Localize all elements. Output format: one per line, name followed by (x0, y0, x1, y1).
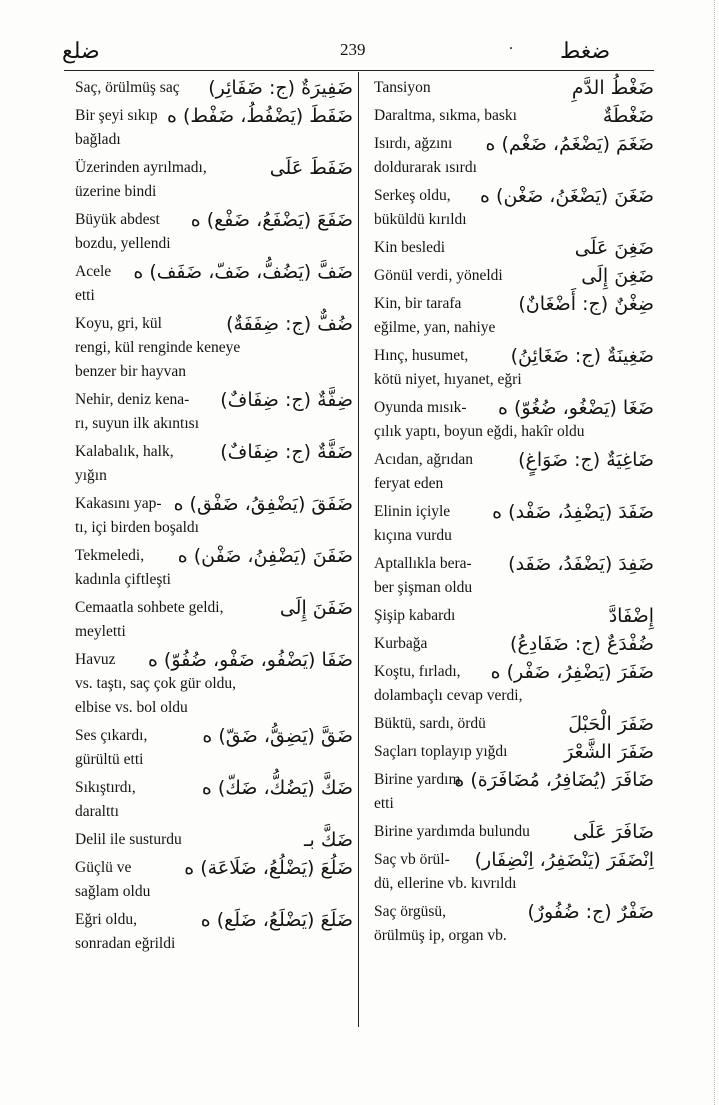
dictionary-entry (374, 76, 654, 100)
turkish-definition-line: Tekmeledi, (75, 547, 145, 564)
arabic-headword: ضَلَعَ (يَضْلَعُ، ضَلَع) ه (200, 909, 353, 931)
dictionary-entry (374, 236, 654, 260)
dictionary-entry (374, 660, 654, 708)
arabic-headword: ضَفَدَ (يَضْفِدُ، ضَفْد) ه (492, 501, 654, 523)
turkish-definition-line: dolambaçlı cevap verdi, (374, 687, 523, 704)
column-divider (358, 72, 359, 1027)
dictionary-entry (75, 724, 353, 772)
turkish-definition-line: Kalabalık, halk, (75, 443, 174, 460)
arabic-headword: ضَافَرَ عَلَى (573, 821, 654, 843)
arabic-headword: ضِفَّةٌ (ج: ضِفَافٌ) (220, 389, 353, 411)
turkish-definition-line: üzerine bindi (75, 183, 157, 200)
dictionary-entry (75, 856, 353, 904)
dictionary-entry (374, 820, 654, 844)
header-right-guide-letters: ضغط (560, 38, 611, 63)
arabic-headword: ضَغَنَ (يَضْغَنُ، ضَغْن) ه (480, 185, 654, 207)
arabic-headword: ضَفَا (يَضْفُو، ضَفْو، ضُفُوّ) ه (147, 649, 353, 671)
turkish-definition-line: Delil ile susturdu (75, 831, 182, 848)
arabic-headword: إِضْفَادَّ (608, 605, 654, 627)
dictionary-entry (374, 104, 654, 128)
turkish-definition-line: Kurbağa (374, 635, 428, 652)
dictionary-entry (374, 552, 654, 600)
turkish-definition-line: Acıdan, ağrıdan (374, 451, 473, 468)
turkish-definition-line: Serkeş oldu, (374, 187, 451, 204)
turkish-definition-line: doldurarak ısırdı (374, 159, 477, 176)
dictionary-entry (374, 900, 654, 948)
arabic-headword: ضَغِنَ إِلَى (581, 265, 654, 287)
header-rule (64, 70, 654, 71)
turkish-definition-line: Gönül verdi, yöneldi (374, 267, 503, 284)
arabic-headword: ضَلُعَ (يَضْلُعُ، ضَلَاعَة) ه (184, 857, 353, 879)
dictionary-entry (75, 544, 353, 592)
dictionary-entry (374, 500, 654, 548)
dictionary-entry (374, 184, 654, 232)
arabic-headword: ضِغْنٌ (ج: أَضْغَانٌ) (518, 293, 654, 315)
turkish-definition-line: eğilme, yan, nahiye (374, 319, 496, 336)
margin-scan-edge (704, 0, 715, 1105)
turkish-definition-line: etti (75, 287, 95, 304)
dictionary-entry (374, 632, 654, 656)
turkish-definition-line: yığın (75, 467, 107, 484)
dictionary-entry (374, 132, 654, 180)
arabic-headword: ضَاغِيَةٌ (ج: ضَوَاغٍ) (518, 449, 654, 471)
dictionary-entry (374, 448, 654, 496)
dictionary-entry (75, 104, 353, 152)
turkish-definition-line: Ses çıkardı, (75, 727, 148, 744)
turkish-definition-line: Saçları toplayıp yığdı (374, 743, 508, 760)
arabic-headword: ضَفَنَ إِلَى (279, 597, 353, 619)
dictionary-entry (75, 388, 353, 436)
turkish-definition-line: Hınç, husumet, (374, 347, 469, 364)
dictionary-entry (75, 596, 353, 644)
dictionary-entry (374, 768, 654, 816)
dictionary-entry (374, 292, 654, 340)
arabic-headword: ضَغَا (يَضْغُو، ضُغُوّ) ه (498, 397, 654, 419)
arabic-headword: ضَقَّ (يَضِقُّ، ضَقّ) ه (202, 725, 353, 747)
dictionary-entry (374, 712, 654, 736)
dictionary-entry (75, 492, 353, 540)
turkish-definition-line: benzer bir hayvan (75, 363, 187, 380)
arabic-headword: ضَفَطَ عَلَى (269, 157, 353, 179)
turkish-definition-line: Üzerinden ayrılmadı, (75, 159, 207, 176)
dictionary-entry (75, 440, 353, 488)
turkish-definition-line: sağlam oldu (75, 883, 151, 900)
right-column (374, 76, 654, 952)
arabic-headword: ضَفَقَ (يَضْفِقُ، ضَفْق) ه (173, 493, 353, 515)
turkish-definition-line: daralttı (75, 803, 119, 820)
header-left-guide-letters: ضلع (62, 38, 100, 63)
dictionary-entry (75, 648, 353, 720)
turkish-definition-line: tı, içi birden boşaldı (75, 519, 199, 536)
turkish-definition-line: Elinin içiyle (374, 503, 451, 520)
turkish-definition-line: gürültü etti (75, 751, 144, 768)
turkish-definition-line: ber şişman oldu (374, 579, 473, 596)
turkish-definition-line: etti (374, 795, 394, 812)
turkish-definition-line: Saç vb örül- (374, 851, 450, 868)
arabic-headword: اِنْضَفَرَ (يَنْضَفِرُ، اِنْضِفَار) (474, 849, 654, 871)
arabic-headword: ضَفَرَ الْحَبْلَ (568, 713, 654, 735)
turkish-definition-line: vs. taştı, saç çok gür oldu, (75, 675, 237, 692)
dictionary-entry (75, 908, 353, 956)
turkish-definition-line: Güçlü ve (75, 859, 132, 876)
turkish-definition-line: bozdu, yellendi (75, 235, 171, 252)
turkish-definition-line: Birine yardım (374, 771, 461, 788)
turkish-definition-line: çılık yaptı, boyun eğdi, hakîr oldu (374, 423, 585, 440)
turkish-definition-line: Oyunda mısık- (374, 399, 467, 416)
dictionary-entry (374, 344, 654, 392)
turkish-definition-line: dü, ellerine vb. kıvrıldı (374, 875, 517, 892)
arabic-headword: ضَفِيرَةٌ (ج: ضَفَائِر) (208, 77, 353, 99)
turkish-definition-line: Isırdı, ağzını (374, 135, 453, 152)
arabic-headword: ضَغَمَ (يَضْغَمُ، ضَغْم) ه (485, 133, 654, 155)
turkish-definition-line: Büktü, sardı, ördü (374, 715, 486, 732)
turkish-definition-line: Kakasını yap- (75, 495, 162, 512)
turkish-definition-line: kadınla çiftleşti (75, 571, 171, 588)
dictionary-entry (374, 848, 654, 896)
turkish-definition-line: Saç örgüsü, (374, 903, 447, 920)
turkish-definition-line: Sıkıştırdı, (75, 779, 136, 796)
turkish-definition-line: büküldü kırıldı (374, 211, 467, 228)
arabic-headword: ضُفٌّ (ج: ضِفَفَةٌ) (226, 313, 353, 335)
turkish-definition-line: Birine yardımda bulundu (374, 823, 530, 840)
turkish-definition-line: Saç, örülmüş saç (75, 79, 180, 96)
turkish-definition-line: Acele (75, 263, 112, 280)
arabic-headword: ضَغِنَ عَلَى (574, 237, 654, 259)
dictionary-entry (75, 260, 353, 308)
arabic-headword: ضَفَعَ (يَضْفَعُ، ضَفْع) ه (190, 209, 353, 231)
arabic-headword: ضَفَرَ (يَضْفِرُ، ضَفْر) ه (490, 661, 654, 683)
turkish-definition-line: Cemaatla sohbete geldi, (75, 599, 224, 616)
turkish-definition-line: örülmüş ip, organ vb. (374, 927, 507, 944)
turkish-definition-line: Kin besledi (374, 239, 446, 256)
turkish-definition-line: Aptallıkla bera- (374, 555, 472, 572)
turkish-definition-line: rı, suyun ilk akıntısı (75, 415, 199, 432)
turkish-definition-line: Eğri oldu, (75, 911, 137, 928)
dictionary-entry (75, 76, 353, 100)
dictionary-entry (374, 264, 654, 288)
dictionary-entry (75, 208, 353, 256)
turkish-definition-line: sonradan eğrildi (75, 935, 176, 952)
turkish-definition-line: rengi, kül renginde keneye (75, 339, 241, 356)
arabic-headword: ضَفَطَ (يَضْفُطُ، ضَفْط) ه (166, 105, 353, 127)
turkish-definition-line: Koştu, fırladı, (374, 663, 461, 680)
arabic-headword: ضُفْدَعٌ (ج: ضَفَادِعُ) (510, 633, 654, 655)
arabic-headword: ضَغْطَةٌ (602, 105, 654, 127)
dictionary-entry (75, 312, 353, 384)
turkish-definition-line: Daraltma, sıkma, baskı (374, 107, 517, 124)
turkish-definition-line: Bir şeyi sıkıp (75, 107, 158, 124)
turkish-definition-line: Kin, bir tarafa (374, 295, 462, 312)
turkish-definition-line: Büyük abdest (75, 211, 160, 228)
turkish-definition-line: feryat eden (374, 475, 444, 492)
dictionary-entry (75, 828, 353, 852)
left-column (75, 76, 353, 960)
dictionary-entry (374, 740, 654, 764)
page-header (0, 38, 719, 68)
turkish-definition-line: elbise vs. bol oldu (75, 699, 188, 716)
turkish-definition-line: Koyu, gri, kül (75, 315, 162, 332)
arabic-headword: ضَغِينَةٌ (ج: ضَغَائِنُ) (510, 345, 654, 367)
turkish-definition-line: Şişip kabardı (374, 607, 456, 624)
turkish-definition-line: meyletti (75, 623, 126, 640)
page-number: 239 (340, 40, 366, 59)
dictionary-entry (374, 396, 654, 444)
arabic-headword: ضَفَّةٌ (ج: ضِفَافٌ) (220, 441, 353, 463)
arabic-headword: ضَفَنَ (يَضْفِنُ، ضَفْن) ه (177, 545, 353, 567)
arabic-headword: ضَفَرَ الشَّعْرَ (564, 741, 654, 763)
arabic-headword: ضَفْرٌ (ج: ضُفُورٌ) (527, 901, 654, 923)
dictionary-entry (75, 156, 353, 204)
arabic-headword: ضَكَّ بـ (303, 829, 353, 851)
arabic-headword: ضَفِدَ (يَضْفَدُ، ضَفَد) (508, 553, 654, 575)
dictionary-entry (374, 604, 654, 628)
header-dot: . (509, 36, 513, 53)
turkish-definition-line: kıçına vurdu (374, 527, 452, 544)
turkish-definition-line: Tansiyon (374, 79, 431, 96)
arabic-headword: ضَفَّ (يَضُفُّ، ضَفّ، ضَفَف) ه (133, 261, 353, 283)
arabic-headword: ضَغْطُ الدَّمِ (571, 77, 654, 99)
turkish-definition-line: Havuz (75, 651, 116, 668)
turkish-definition-line: kötü niyet, hıyanet, eğri (374, 371, 522, 388)
dictionary-entry (75, 776, 353, 824)
turkish-definition-line: Nehir, deniz kena- (75, 391, 190, 408)
arabic-headword: ضَافَرَ (يُضَافِرُ، مُضَافَرَة) ه (454, 769, 654, 791)
arabic-headword: ضَكَّ (يَضُكُّ، ضَكّ) ه (201, 777, 353, 799)
turkish-definition-line: bağladı (75, 131, 121, 148)
